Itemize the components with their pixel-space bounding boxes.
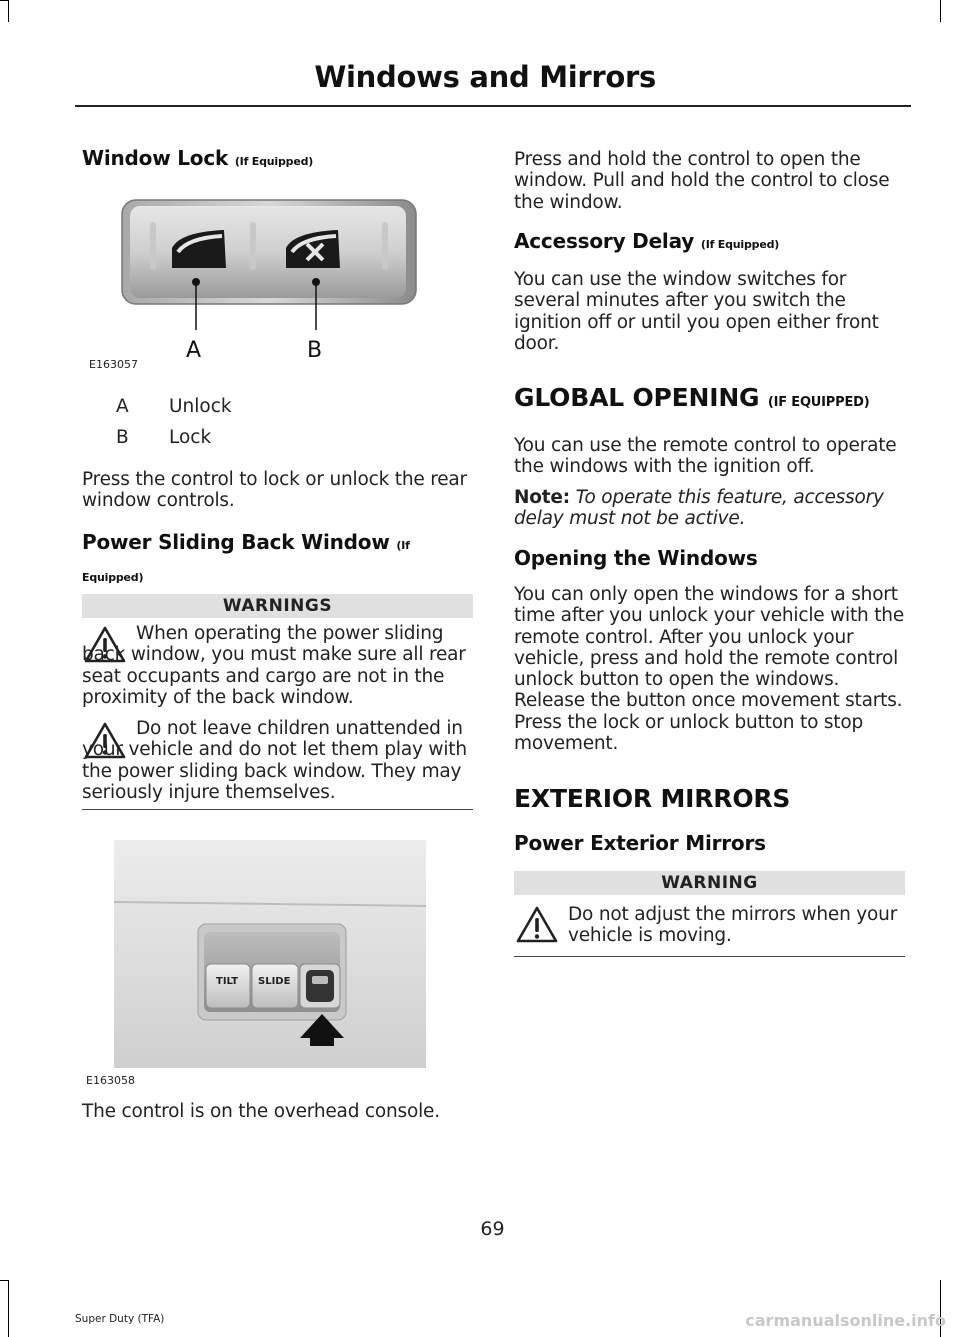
crop-mark bbox=[940, 0, 941, 22]
warnings-label: WARNINGS bbox=[82, 594, 473, 618]
accessory-delay-body: You can use the window switches for several minutes after you switch the ignition off or until you open either front door. bbox=[514, 269, 879, 354]
overhead-console-figure bbox=[114, 840, 426, 1068]
warning-label: WARNING bbox=[514, 871, 905, 895]
figure-code: E163058 bbox=[86, 1074, 135, 1087]
page-number: 69 bbox=[480, 1218, 505, 1240]
callout-b: B bbox=[307, 338, 323, 363]
global-opening-body: You can use the remote control to operate the windows with the ignition off. bbox=[514, 435, 897, 478]
warning-divider bbox=[82, 809, 473, 810]
window-lock-body: Press the control to lock or unlock the rear window controls. bbox=[82, 469, 467, 512]
crop-mark bbox=[8, 0, 9, 22]
slide-button-label: SLIDE bbox=[258, 976, 291, 987]
warning-triangle-icon bbox=[516, 906, 558, 944]
opening-windows-body: You can only open the windows for a short time after you unlock your vehicle with the remote control. After you unlock your vehicle, press and hold the remote control unlock button to open the windows. Release the button once movement starts. Press the lock or unlock button to stop movement. bbox=[514, 584, 905, 755]
warning-text-2: Do not leave children unattended in your vehicle and do not let them play with the power sliding back window. They may seriously injure themselves. bbox=[82, 718, 467, 803]
opening-windows-heading: Opening the Windows bbox=[514, 546, 758, 570]
power-exterior-mirrors-heading: Power Exterior Mirrors bbox=[514, 831, 766, 855]
legend-key: B bbox=[116, 427, 129, 448]
legend-value: Lock bbox=[169, 427, 212, 448]
warning-text-1: When operating the power sliding back window, you must make sure all rear seat occupants and cargo are not in the proximity of the back window. bbox=[82, 623, 466, 708]
watermark: carmanualsonline.info bbox=[745, 1311, 946, 1330]
global-opening-note bbox=[514, 487, 906, 530]
window-lock-heading-suffix: (If Equipped) bbox=[234, 155, 314, 168]
exterior-mirrors-heading: EXTERIOR MIRRORS bbox=[514, 784, 791, 813]
global-opening-heading-suffix: (IF EQUIPPED) bbox=[767, 395, 870, 410]
accessory-delay-heading-suffix: (If Equipped) bbox=[700, 238, 780, 251]
accessory-delay-heading: Accessory Delay (If Equipped) bbox=[514, 229, 780, 253]
tilt-button-label: TILT bbox=[216, 976, 239, 987]
note-text: To operate this feature, accessory delay must not be active. bbox=[514, 487, 884, 530]
note-label: Note: bbox=[514, 487, 570, 508]
callout-a: A bbox=[186, 338, 202, 363]
crop-mark bbox=[8, 1280, 9, 1337]
window-lock-figure bbox=[84, 192, 424, 372]
mirror-warning-text: Do not adjust the mirrors when your vehicle is moving. bbox=[568, 904, 898, 947]
sliding-window-heading: Power Sliding Back Window (If Equipped) bbox=[82, 530, 410, 584]
crop-mark bbox=[0, 0, 8, 1]
legend-row bbox=[116, 396, 416, 420]
figure-legend bbox=[116, 396, 416, 456]
figure-code: E163057 bbox=[89, 358, 138, 371]
legend-row bbox=[116, 427, 416, 451]
crop-mark bbox=[0, 1280, 8, 1281]
header-divider bbox=[75, 105, 911, 107]
warning-divider bbox=[514, 956, 905, 957]
global-opening-heading: GLOBAL OPENING (IF EQUIPPED) bbox=[514, 383, 870, 412]
legend-value: Unlock bbox=[169, 396, 232, 417]
window-control-intro: Press and hold the control to open the window. Pull and hold the control to close the window. bbox=[514, 149, 890, 213]
console-caption: The control is on the overhead console. bbox=[82, 1101, 440, 1122]
legend-key: A bbox=[116, 396, 129, 417]
vehicle-model: Super Duty (TFA) bbox=[75, 1313, 165, 1325]
page-title: Windows and Mirrors bbox=[314, 60, 656, 94]
sliding-window-heading-suffix: (If Equipped) bbox=[82, 539, 410, 584]
window-lock-heading: Window Lock (If Equipped) bbox=[82, 146, 314, 170]
